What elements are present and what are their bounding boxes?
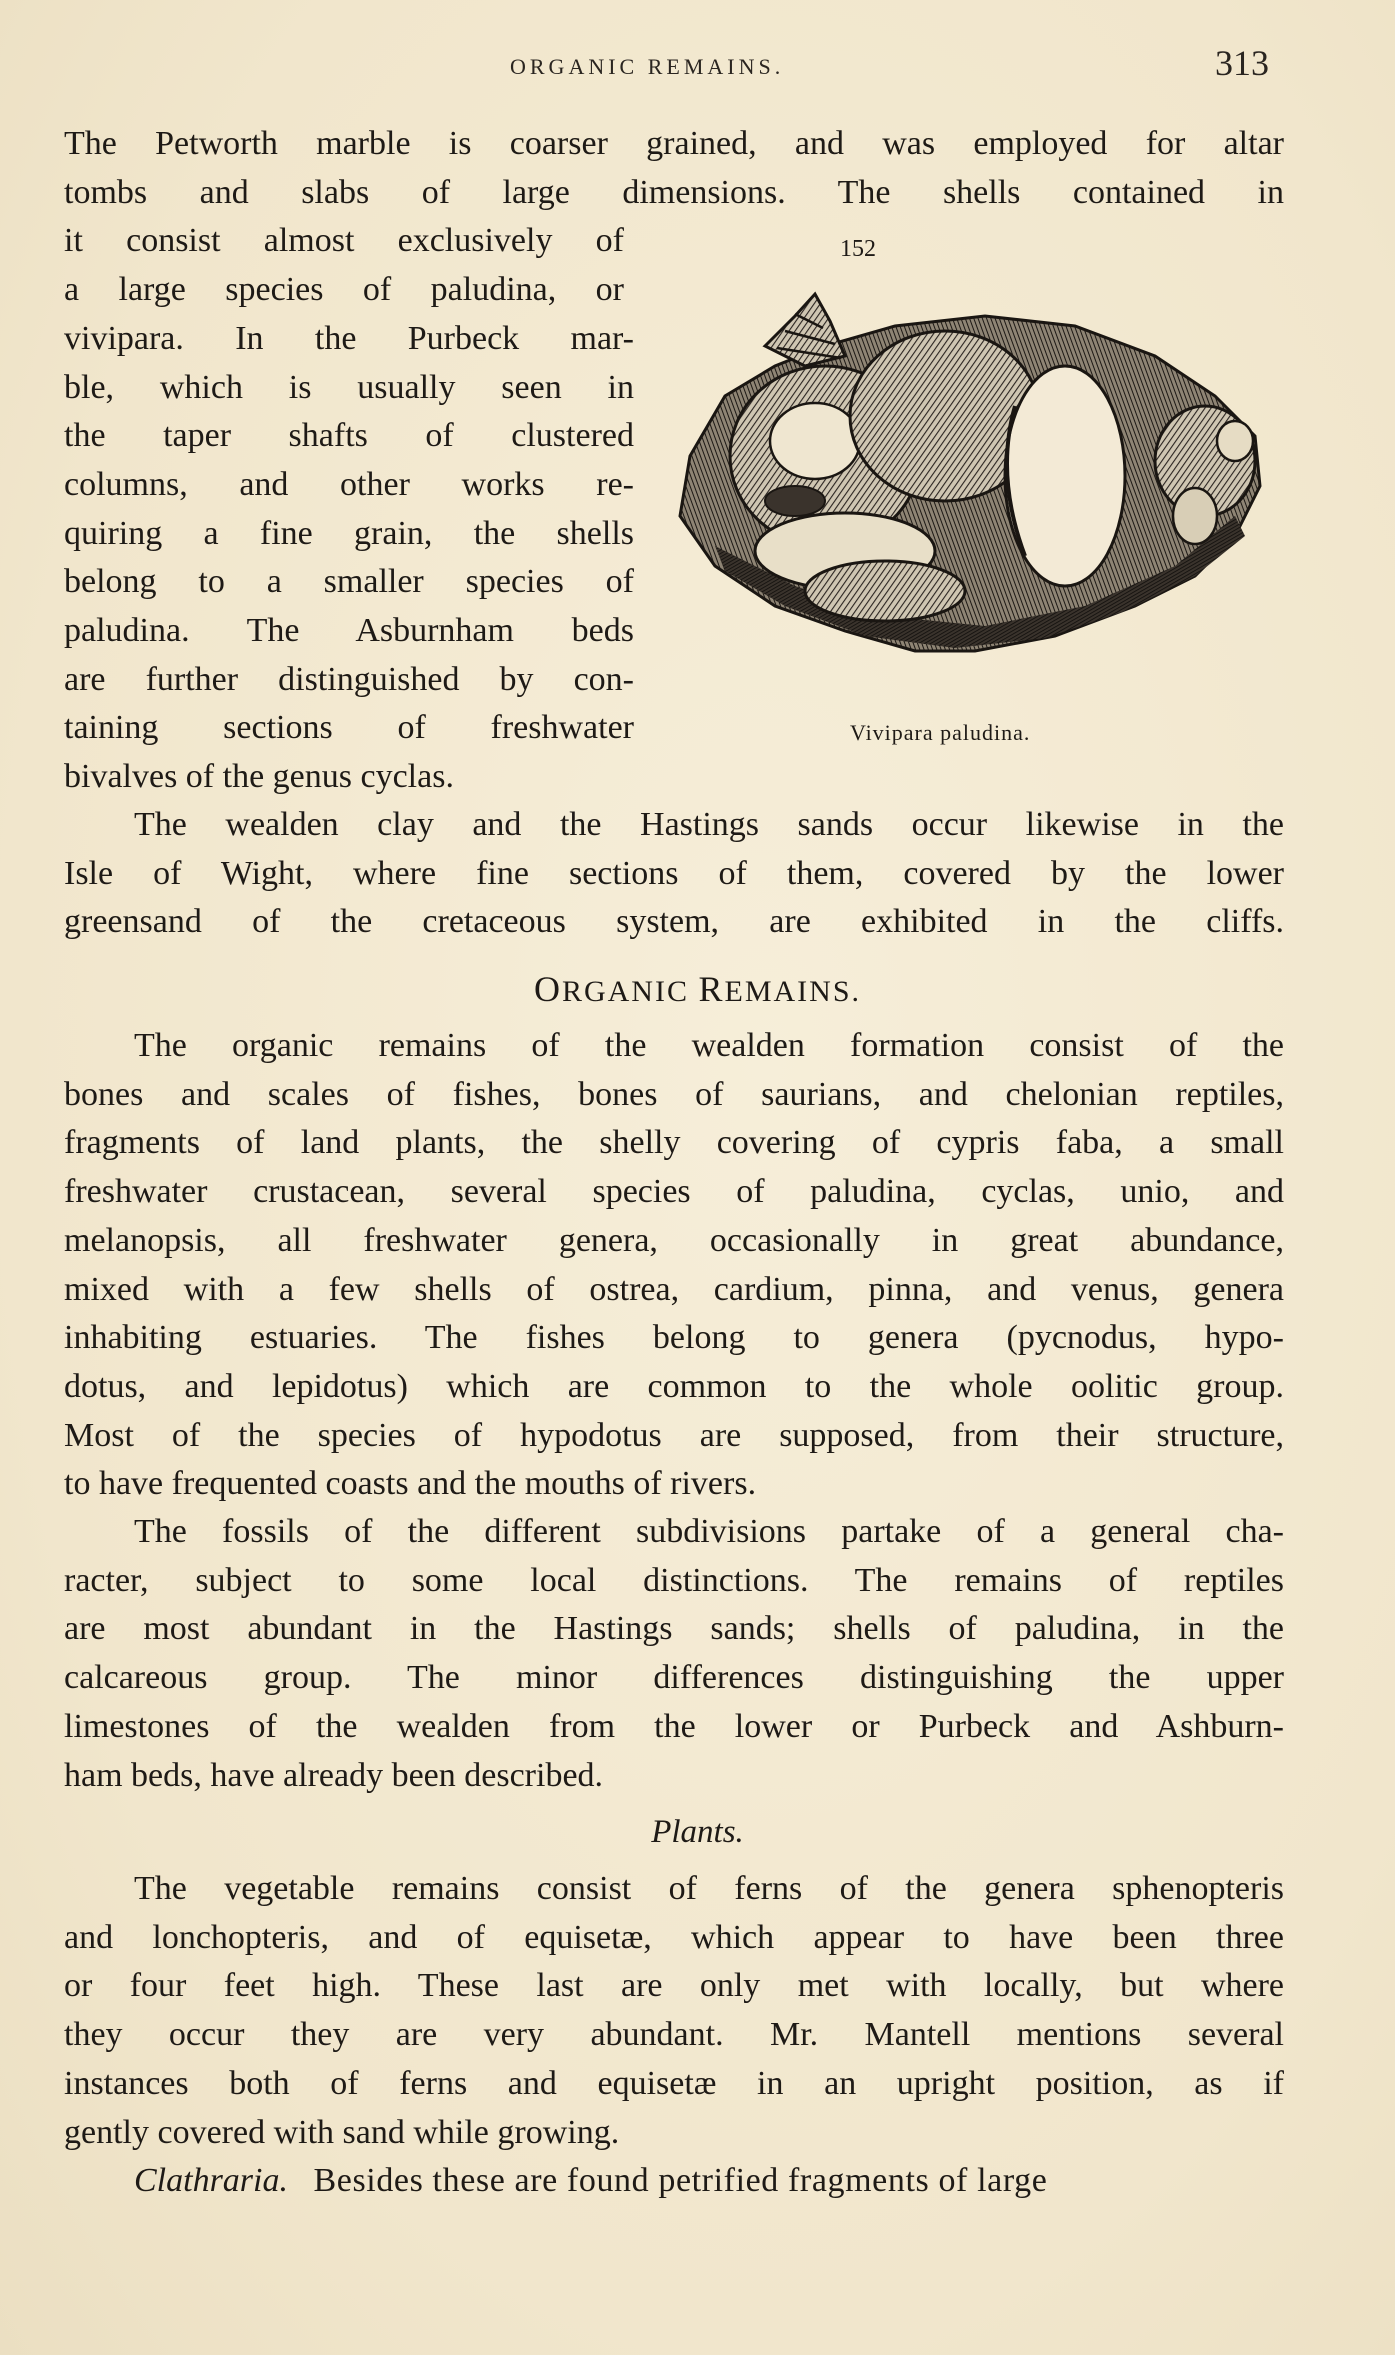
- text-line: dotus, and lepidotus) which are common to the whole oolitic group.: [64, 1367, 1284, 1405]
- text-line: The Petworth marble is coarser grained, and was employed for altar: [64, 125, 1284, 162]
- text-line: Isle of Wight, where fine sections of them, covered by the lower: [64, 854, 1284, 892]
- text-line: Clathraria. Besides these are found petrified fragments of large: [134, 2162, 1048, 2199]
- italic-lead: Clathraria.: [134, 2162, 288, 2199]
- text-line: mixed with a few shells of ostrea, cardium, pinna, and venus, genera: [64, 1270, 1284, 1308]
- text-line: The fossils of the different subdivisions partake of a general cha-: [134, 1513, 1284, 1550]
- text-line: quiring a fine grain, the shells: [64, 514, 634, 552]
- paragraph-4: [64, 1508, 1284, 1800]
- text-line: belong to a smaller species of: [64, 563, 634, 601]
- running-head: [0, 40, 1395, 83]
- text-line: it consist almost exclusively of: [64, 222, 624, 260]
- text-line: and lonchopteris, and of equisetæ, which appear to have been three: [64, 1918, 1284, 1956]
- text-line: The organic remains of the wealden formation consist of the: [134, 1027, 1284, 1064]
- text-line: The wealden clay and the Hastings sands occur likewise in the: [134, 806, 1284, 843]
- text-line: columns, and other works re-: [64, 465, 634, 503]
- paragraph-2: [64, 801, 1284, 947]
- text-line: tombs and slabs of large dimensions. The shells contained in: [64, 173, 1284, 211]
- text-line: paludina. The Asburnham beds: [64, 612, 634, 650]
- figure-caption: Vivipara paludina.: [850, 720, 1031, 745]
- text-line: calcareous group. The minor differences distinguishing the upper: [64, 1659, 1284, 1697]
- text-line: are further distinguished by con-: [64, 660, 634, 698]
- text-line: The vegetable remains consist of ferns of the genera sphenopteris: [134, 1870, 1284, 1907]
- text-line: greensand of the cretaceous system, are exhibited in the cliffs.: [64, 903, 1284, 941]
- vivipara-fossil-illustration: [655, 286, 1285, 706]
- text-line: the taper shafts of clustered: [64, 417, 634, 455]
- text-line: taining sections of freshwater: [64, 709, 634, 747]
- text-line: racter, subject to some local distinctions. The remains of reptiles: [64, 1561, 1284, 1599]
- paragraph-1-full: [64, 120, 1284, 217]
- text-line: they occur they are very abundant. Mr. Mantell mentions several: [64, 2016, 1284, 2054]
- shell-spire: [765, 294, 845, 366]
- subheading-plants: Plants.: [651, 1814, 744, 1850]
- text-line: are most abundant in the Hastings sands; shells of paludina, in the: [64, 1610, 1284, 1648]
- paragraph-3: [64, 1022, 1284, 1509]
- text-line: ham beds, have already been described.: [64, 1756, 604, 1794]
- text-line: ble, which is usually seen in: [64, 368, 634, 406]
- text-line: limestones of the wealden from the lower or Purbeck and Ashburn-: [64, 1707, 1284, 1745]
- text-line: melanopsis, all freshwater genera, occasionally in great abundance,: [64, 1221, 1284, 1259]
- text-line: gently covered with sand while growing.: [64, 2113, 620, 2151]
- running-title: ORGANIC REMAINS.: [510, 54, 785, 79]
- text-line: Most of the species of hypodotus are supposed, from their structure,: [64, 1416, 1284, 1454]
- paragraph-6: [64, 2157, 1284, 2206]
- text-line: a large species of paludina, or: [64, 271, 624, 309]
- text-line: fragments of land plants, the shelly covering of cypris faba, a small: [64, 1124, 1284, 1162]
- section-heading: ORGANIC REMAINS.: [533, 969, 862, 1009]
- text-line: inhabiting estuaries. The fishes belong to genera (pycnodus, hypo-: [64, 1319, 1284, 1357]
- text-line: or four feet high. These last are only met with locally, but where: [64, 1967, 1284, 2005]
- figure-152: [655, 236, 1285, 756]
- paragraph-5: [64, 1865, 1284, 2157]
- page-number: 313: [1215, 43, 1269, 83]
- text-line: to have frequented coasts and the mouths of rivers.: [64, 1465, 757, 1503]
- paragraph-1-wrapped: [64, 217, 634, 801]
- text-line: bones and scales of fishes, bones of saurians, and chelonian reptiles,: [64, 1075, 1284, 1113]
- figure-number: 152: [840, 236, 876, 262]
- text-line: instances both of ferns and equisetæ in an upright position, as if: [64, 2064, 1284, 2102]
- text-line: vivipara. In the Purbeck mar-: [64, 319, 634, 357]
- text-line: bivalves of the genus cyclas.: [64, 758, 454, 796]
- text-line: freshwater crustacean, several species of paludina, cyclas, unio, and: [64, 1173, 1284, 1211]
